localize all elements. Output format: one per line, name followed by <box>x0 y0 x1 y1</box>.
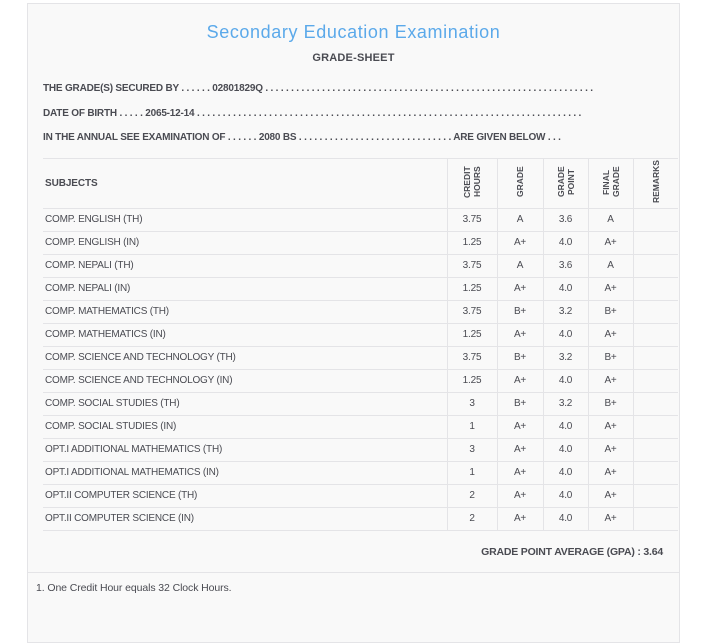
remarks-cell <box>633 461 678 484</box>
grade-cell: A+ <box>497 438 543 461</box>
subject-cell: COMP. MATHEMATICS (TH) <box>43 300 447 323</box>
remarks-cell <box>633 300 678 323</box>
remarks-cell <box>633 484 678 507</box>
sheet-subtitle: GRADE-SHEET <box>312 52 395 64</box>
subject-cell: COMP. SOCIAL STUDIES (IN) <box>43 415 447 438</box>
subject-cell: COMP. SCIENCE AND TECHNOLOGY (IN) <box>43 369 447 392</box>
final-grade-cell: A+ <box>588 415 633 438</box>
credit-hours-label: CREDIT HOURS <box>462 165 482 198</box>
column-header-subjects: SUBJECTS <box>43 158 447 208</box>
credit-hours-cell: 2 <box>447 484 497 507</box>
credit-hours-cell: 1.25 <box>447 369 497 392</box>
table-row <box>43 254 678 277</box>
grade-cell: B+ <box>497 392 543 415</box>
grade-cell: A+ <box>497 507 543 530</box>
credit-hours-cell: 3.75 <box>447 208 497 231</box>
grade-point-cell: 3.2 <box>543 300 588 323</box>
subject-cell: OPT.I ADDITIONAL MATHEMATICS (TH) <box>43 438 447 461</box>
remarks-cell <box>633 231 678 254</box>
final-grade-cell: A+ <box>588 461 633 484</box>
subject-cell: COMP. ENGLISH (TH) <box>43 208 447 231</box>
credit-hours-cell: 1.25 <box>447 277 497 300</box>
subject-cell: COMP. NEPALI (TH) <box>43 254 447 277</box>
footnote-credit-hour: 1. One Credit Hour equals 32 Clock Hours. <box>36 581 232 594</box>
final-grade-cell: A <box>588 208 633 231</box>
grades-table <box>43 158 678 531</box>
grade-point-cell: 4.0 <box>543 323 588 346</box>
gpa-summary <box>28 531 679 573</box>
subject-cell: OPT.I ADDITIONAL MATHEMATICS (IN) <box>43 461 447 484</box>
final-grade-cell: A+ <box>588 507 633 530</box>
credit-hours-cell: 1.25 <box>447 231 497 254</box>
table-row <box>43 507 678 530</box>
subject-cell: OPT.II COMPUTER SCIENCE (TH) <box>43 484 447 507</box>
remarks-cell <box>633 254 678 277</box>
table-row <box>43 484 678 507</box>
credit-hours-cell: 3.75 <box>447 300 497 323</box>
date-of-birth-line: DATE OF BIRTH . . . . . 2065-12-14 . . . . . . . . . . . . . . . . . . . . . . . . . . . . . . . . . . . . . . . . . . . . . . . . . . . . . . . . . . . . . . . . . . . . . . . . . . . <box>43 107 582 119</box>
remarks-cell <box>633 208 678 231</box>
table-row <box>43 208 678 231</box>
remarks-cell <box>633 507 678 530</box>
credit-hours-cell: 3.75 <box>447 254 497 277</box>
table-row <box>43 277 678 300</box>
grade-cell: A+ <box>497 415 543 438</box>
final-grade-cell: A+ <box>588 369 633 392</box>
grade-cell: A+ <box>497 461 543 484</box>
table-row <box>43 438 678 461</box>
remarks-cell <box>633 277 678 300</box>
grade-cell: A <box>497 254 543 277</box>
grade-sheet-panel <box>27 3 680 643</box>
grade-point-cell: 4.0 <box>543 369 588 392</box>
page-title: Secondary Education Examination <box>206 22 501 42</box>
grade-point-cell: 4.0 <box>543 507 588 530</box>
grade-cell: A <box>497 208 543 231</box>
grade-cell: B+ <box>497 300 543 323</box>
grade-cell: A+ <box>497 369 543 392</box>
final-grade-cell: B+ <box>588 300 633 323</box>
table-row <box>43 369 678 392</box>
grade-cell: A+ <box>497 484 543 507</box>
grade-point-cell: 3.2 <box>543 346 588 369</box>
column-header-grade <box>497 158 543 208</box>
candidate-info <box>43 77 665 151</box>
grade-point-cell: 4.0 <box>543 438 588 461</box>
final-grade-cell: B+ <box>588 392 633 415</box>
grades-secured-by-line: THE GRADE(S) SECURED BY . . . . . . 02801829Q . . . . . . . . . . . . . . . . . . . . . . . . . . . . . . . . . . . . . . . . . . . . . . . . . . . . . . . . . . . . . . . . <box>43 83 593 94</box>
final-grade-cell: A <box>588 254 633 277</box>
credit-hours-cell: 3 <box>447 392 497 415</box>
grade-point-cell: 4.0 <box>543 231 588 254</box>
table-row <box>43 346 678 369</box>
credit-hours-cell: 1.25 <box>447 323 497 346</box>
table-row <box>43 392 678 415</box>
grade-point-cell: 4.0 <box>543 277 588 300</box>
gpa-text: GRADE POINT AVERAGE (GPA) : 3.64 <box>481 545 663 558</box>
final-grade-cell: A+ <box>588 277 633 300</box>
grade-cell: B+ <box>497 346 543 369</box>
column-header-remarks <box>633 158 678 208</box>
column-header-grade-point <box>543 158 588 208</box>
grade-point-label: GRADE POINT <box>555 166 576 197</box>
final-grade-cell: B+ <box>588 346 633 369</box>
final-grade-cell: A+ <box>588 231 633 254</box>
remarks-cell <box>633 438 678 461</box>
examination-year-line: IN THE ANNUAL SEE EXAMINATION OF . . . . . . 2080 BS . . . . . . . . . . . . . . . . . . . . . . . . . . . . . . ARE GIVEN BELOW . . . <box>43 132 561 143</box>
remarks-cell <box>633 369 678 392</box>
subject-cell: COMP. MATHEMATICS (IN) <box>43 323 447 346</box>
table-row <box>43 231 678 254</box>
subject-cell: COMP. SOCIAL STUDIES (TH) <box>43 392 447 415</box>
table-row <box>43 300 678 323</box>
final-grade-cell: A+ <box>588 323 633 346</box>
remarks-cell <box>633 323 678 346</box>
credit-hours-cell: 1 <box>447 415 497 438</box>
remarks-cell <box>633 346 678 369</box>
remarks-cell <box>633 415 678 438</box>
column-header-final-grade <box>588 158 633 208</box>
remarks-label: REMARKS <box>650 160 661 203</box>
final-grade-cell: A+ <box>588 484 633 507</box>
credit-hours-cell: 1 <box>447 461 497 484</box>
final-grade-cell: A+ <box>588 438 633 461</box>
grade-cell: A+ <box>497 231 543 254</box>
credit-hours-cell: 2 <box>447 507 497 530</box>
grade-point-cell: 3.6 <box>543 254 588 277</box>
table-row <box>43 461 678 484</box>
final-grade-label: FINAL GRADE <box>600 166 621 197</box>
credit-hours-cell: 3 <box>447 438 497 461</box>
grade-point-cell: 4.0 <box>543 415 588 438</box>
table-row <box>43 323 678 346</box>
credit-hours-cell: 3.75 <box>447 346 497 369</box>
subject-cell: OPT.II COMPUTER SCIENCE (IN) <box>43 507 447 530</box>
grade-label: GRADE <box>515 166 525 197</box>
grade-cell: A+ <box>497 277 543 300</box>
subject-cell: COMP. SCIENCE AND TECHNOLOGY (TH) <box>43 346 447 369</box>
grades-table-body <box>43 208 678 530</box>
grade-point-cell: 3.6 <box>543 208 588 231</box>
grade-point-cell: 4.0 <box>543 484 588 507</box>
remarks-cell <box>633 392 678 415</box>
subject-cell: COMP. NEPALI (IN) <box>43 277 447 300</box>
subject-cell: COMP. ENGLISH (IN) <box>43 231 447 254</box>
table-row <box>43 415 678 438</box>
grade-point-cell: 3.2 <box>543 392 588 415</box>
grades-table-header <box>43 158 678 208</box>
grade-point-cell: 4.0 <box>543 461 588 484</box>
grade-cell: A+ <box>497 323 543 346</box>
column-header-credit-hours <box>447 158 497 208</box>
